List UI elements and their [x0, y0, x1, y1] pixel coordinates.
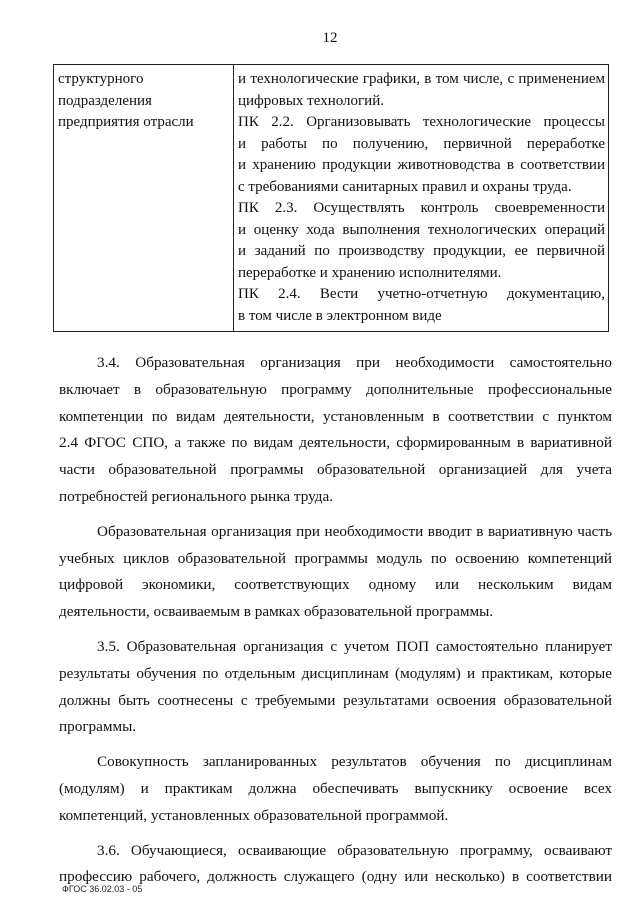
- competency-block-pk-2-4: [238, 284, 605, 327]
- competency-block-pk-2-2: [238, 112, 605, 198]
- text-line: 2.4 ФГОС СПО, а также по видам деятельности, сформированным в вариативной: [59, 434, 612, 452]
- text-line: 3.4. Образовательная организация при необходимости самостоятельно: [97, 354, 612, 371]
- competency-line: и оценку хода выполнения технологических операций: [238, 221, 605, 238]
- page-number: 12: [322, 30, 338, 46]
- competency-block-pk-2-3: [238, 198, 605, 284]
- competency-line: переработке и хранению исполнителями.: [238, 264, 502, 281]
- paragraph-results: [59, 749, 612, 829]
- text-line: должны быть соотнесены с требуемыми результатами освоения образовательной: [59, 691, 612, 709]
- competency-line: ПК 2.2. Организовывать технологические процессы: [238, 114, 605, 130]
- competency-line: цифровых технологий.: [238, 92, 384, 109]
- competency-table: [53, 64, 609, 332]
- text-line: цифровой экономики, соответствующих одному или нескольким видам: [59, 576, 612, 594]
- paragraph-variative: [59, 519, 612, 626]
- competency-block: [238, 69, 605, 112]
- table-row: [54, 65, 609, 332]
- body-text: [59, 350, 612, 899]
- competency-line: и хранению продукции животноводства в соответствии: [238, 157, 605, 173]
- competency-line: с требованиями санитарных правил и охраны труда.: [238, 178, 572, 195]
- text-line: результаты обучения по отдельным дисциплинам (модулям) и практикам, которые: [59, 664, 612, 682]
- activity-type-line: предприятия отрасли: [58, 114, 194, 130]
- text-line: 3.6. Обучающиеся, осваивающие образовательную программу, осваивают: [97, 841, 612, 859]
- text-line: программы.: [59, 718, 137, 736]
- competency-line: и заданий по производству продукции, ее первичной: [238, 243, 605, 259]
- document-code-footer: ФГОС 36.02.03 - 05: [62, 884, 143, 894]
- competency-line: и технологические графики, в том числе, с применением: [238, 71, 605, 87]
- text-line: учебных циклов образовательной программы модуль по освоению компетенций: [59, 549, 612, 567]
- text-line: потребностей регионального рынка труда.: [59, 487, 334, 505]
- text-line: профессию рабочего, должность служащего (одну или несколько) в соответствии: [59, 868, 612, 886]
- text-line: 3.5. Образовательная организация с учетом ПОП самостоятельно планирует: [97, 637, 612, 655]
- text-line: Совокупность запланированных результатов обучения по дисциплинам: [97, 753, 612, 771]
- text-line: части образовательной программы образовательной организацией для учета: [59, 461, 612, 479]
- competency-line: и работы по получению, первичной переработке: [238, 135, 605, 152]
- text-line: Образовательная организация при необходимости вводит в вариативную часть: [97, 522, 612, 540]
- text-line: деятельности, осваиваемым в рамках образовательной программы.: [59, 603, 494, 621]
- text-line: включает в образовательную программу дополнительные профессиональные: [59, 380, 612, 398]
- competency-line: ПК 2.3. Осуществлять контроль своевременности: [238, 200, 605, 216]
- paragraph-3-4: [59, 350, 612, 511]
- text-line: (модулям) и практикам должна обеспечивать выпускнику освоение всех: [59, 779, 612, 797]
- activity-type-cell: [54, 65, 234, 332]
- text-line: компетенций, установленных образовательной программой.: [59, 806, 449, 824]
- text-line: компетенции по видам деятельности, установленным в соответствии с пунктом: [59, 407, 612, 425]
- competency-line: в том числе в электронном виде: [238, 307, 442, 324]
- activity-type-line: структурного: [58, 71, 144, 87]
- competency-line: ПК 2.4. Вести учетно-отчетную документацию,: [238, 286, 605, 302]
- paragraph-3-5: [59, 634, 612, 741]
- activity-type-line: подразделения: [58, 92, 152, 109]
- competencies-cell: [234, 65, 609, 332]
